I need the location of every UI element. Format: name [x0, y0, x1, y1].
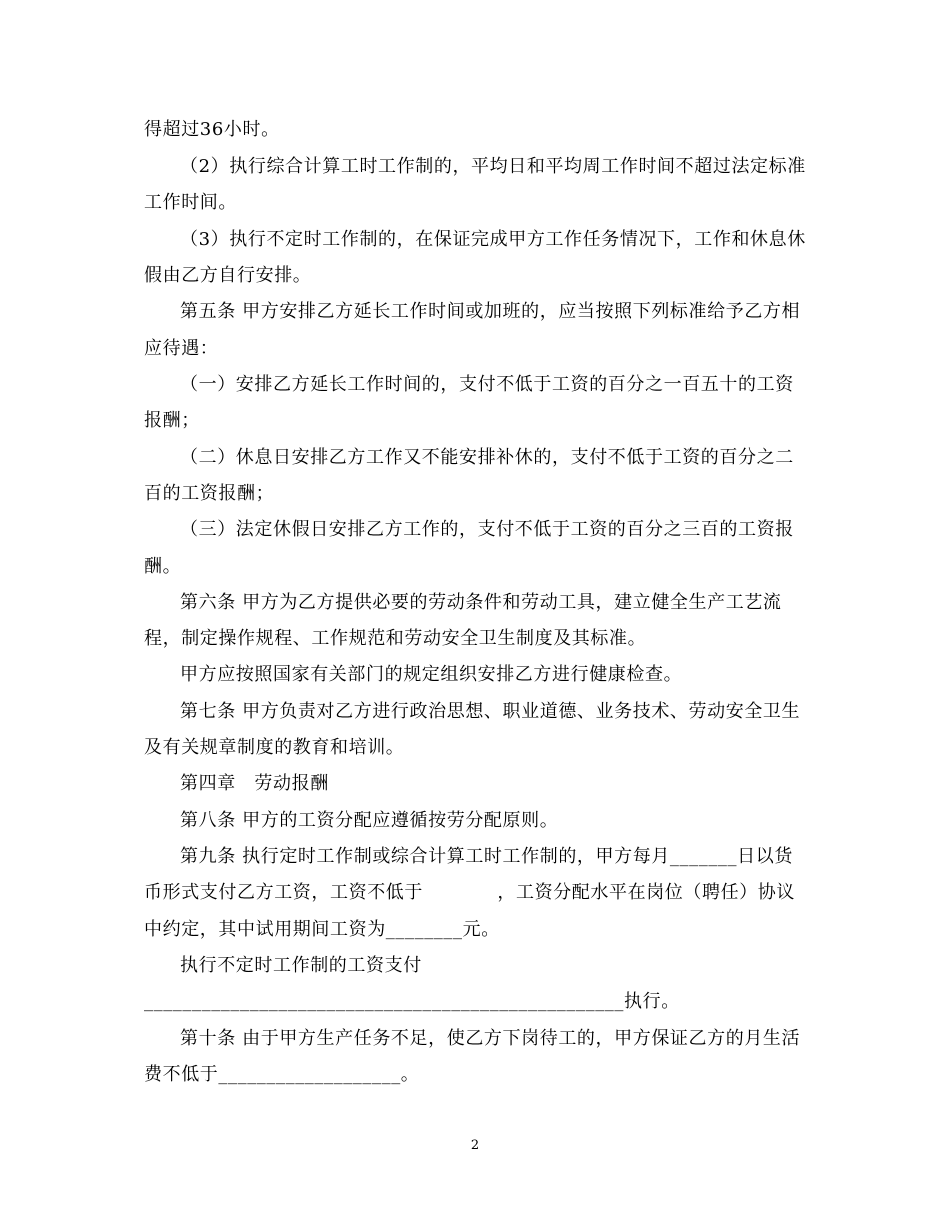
text-line: 百的工资报酬；	[144, 483, 275, 504]
text-line: 程，制定操作规程、工作规范和劳动安全卫生制度及其标准。	[144, 628, 647, 649]
text-line: 报酬；	[144, 410, 200, 431]
text-line: 币形式支付乙方工资，工资不低于 ，工资分配水平在岗位（聘任）协议	[144, 882, 795, 903]
text-line: 费不低于___________________。	[144, 1064, 420, 1085]
text-line: 得超过36小时。	[144, 119, 280, 140]
text-line: 中约定，其中试用期间工资为________元。	[144, 919, 500, 940]
article-6-heading-line: 第六条 甲方为乙方提供必要的劳动条件和劳动工具，建立健全生产工艺流	[180, 592, 782, 613]
blank-fill-line: __________________________________________________执行。	[144, 991, 680, 1012]
text-line: （2）执行综合计算工时工作制的，平均日和平均周工作时间不超过法定标准	[180, 156, 806, 177]
text-line: 及有关规章制度的教育和培训。	[144, 737, 405, 758]
article-7-heading-line: 第七条 甲方负责对乙方进行政治思想、职业道德、业务技术、劳动安全卫生	[180, 701, 801, 722]
article-9-heading-line: 第九条 执行定时工作制或综合计算工时工作制的，甲方每月_______日以货	[180, 846, 793, 867]
text-line: （二）休息日安排乙方工作又不能安排补休的，支付不低于工资的百分之二	[180, 447, 794, 468]
text-line: （3）执行不定时工作制的，在保证完成甲方工作任务情况下，工作和休息休	[180, 229, 806, 250]
text-line: 工作时间。	[144, 192, 237, 213]
text-line: （一）安排乙方延长工作时间的，支付不低于工资的百分之一百五十的工资	[180, 374, 794, 395]
text-line: 应待遇：	[144, 338, 219, 359]
text-line: 酬。	[144, 556, 182, 577]
chapter-heading: 第四章 劳动报酬	[180, 773, 329, 794]
text-line: 执行不定时工作制的工资支付	[180, 955, 422, 976]
article-10-heading-line: 第十条 由于甲方生产任务不足，使乙方下岗待工的，甲方保证乙方的月生活	[180, 1028, 801, 1049]
text-line: （三）法定休假日安排乙方工作的，支付不低于工资的百分之三百的工资报	[180, 519, 794, 540]
page-number: 2	[470, 1138, 480, 1153]
text-line: 甲方应按照国家有关部门的规定组织安排乙方进行健康检查。	[180, 664, 683, 685]
article-8-line: 第八条 甲方的工资分配应遵循按劳分配原则。	[180, 810, 559, 831]
text-line: 假由乙方自行安排。	[144, 265, 312, 286]
article-5-heading-line: 第五条 甲方安排乙方延长工作时间或加班的，应当按照下列标准给予乙方相	[180, 301, 801, 322]
